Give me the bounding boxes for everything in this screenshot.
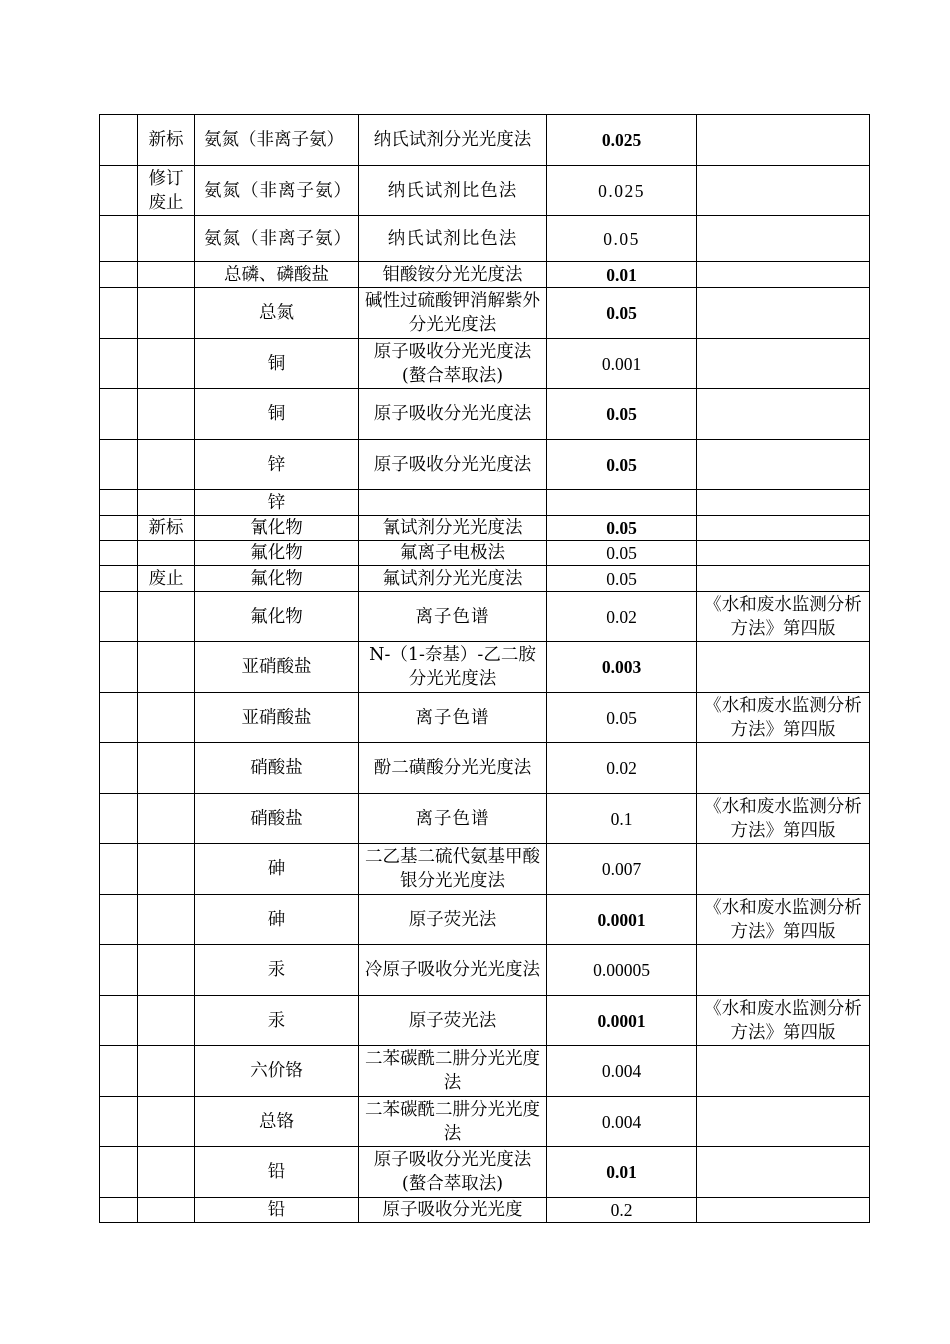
item-cell: 亚硝酸盐 [195,642,359,693]
method-cell: 氟试剂分光光度法 [359,566,547,592]
limit-cell: 0.05 [547,440,697,490]
method-cell: 钼酸铵分光光度法 [359,262,547,288]
remark-cell [697,516,870,541]
method-cell: 氰试剂分光光度法 [359,516,547,541]
index-cell [100,262,138,288]
limit-cell: 0.004 [547,1097,697,1147]
method-cell: 原子吸收分光光度法 [359,389,547,440]
item-cell: 总氮 [195,288,359,339]
item-cell: 铜 [195,339,359,389]
index-cell [100,490,138,516]
remark-cell: 《水和废水监测分析方法》第四版 [697,693,870,743]
remark-cell [697,945,870,996]
remark-cell [697,490,870,516]
table-row [100,440,870,490]
index-cell [100,440,138,490]
table-row [100,339,870,389]
table-row [100,844,870,895]
status-cell [138,216,195,262]
remark-cell [697,1198,870,1223]
item-cell: 氰化物 [195,516,359,541]
status-cell [138,339,195,389]
remark-cell [697,115,870,166]
limit-cell: 0.1 [547,794,697,844]
limit-cell: 0.05 [547,516,697,541]
status-cell [138,1097,195,1147]
standards-table [99,114,870,1223]
item-cell: 铅 [195,1198,359,1223]
item-cell: 砷 [195,844,359,895]
table-row [100,262,870,288]
index-cell [100,166,138,216]
limit-cell: 0.004 [547,1046,697,1097]
method-cell: 原子吸收分光光度 [359,1198,547,1223]
item-cell: 硝酸盐 [195,743,359,794]
remark-cell [697,844,870,895]
index-cell [100,844,138,895]
limit-cell: 0.025 [547,115,697,166]
item-cell: 六价铬 [195,1046,359,1097]
table-row [100,1097,870,1147]
index-cell [100,1198,138,1223]
item-cell: 氟化物 [195,592,359,642]
remark-cell [697,566,870,592]
status-cell [138,288,195,339]
status-cell [138,592,195,642]
item-cell: 氨氮（非离子氨） [195,216,359,262]
method-cell [359,490,547,516]
table-row [100,541,870,566]
remark-cell: 《水和废水监测分析方法》第四版 [697,996,870,1046]
status-cell: 新标 [138,516,195,541]
item-cell: 砷 [195,895,359,945]
status-cell [138,262,195,288]
method-cell: 原子吸收分光光度法(螯合萃取法) [359,339,547,389]
status-cell: 修订废止 [138,166,195,216]
remark-cell: 《水和废水监测分析方法》第四版 [697,592,870,642]
remark-cell [697,216,870,262]
status-cell [138,440,195,490]
table-row [100,895,870,945]
table-row [100,1046,870,1097]
method-cell: 原子吸收分光光度法 [359,440,547,490]
limit-cell: 0.05 [547,216,697,262]
index-cell [100,743,138,794]
remark-cell [697,1046,870,1097]
table-row [100,166,870,216]
limit-cell: 0.01 [547,262,697,288]
index-cell [100,642,138,693]
limit-cell: 0.05 [547,288,697,339]
status-cell [138,642,195,693]
index-cell [100,895,138,945]
item-cell: 锌 [195,490,359,516]
remark-cell: 《水和废水监测分析方法》第四版 [697,895,870,945]
item-cell: 氟化物 [195,541,359,566]
remark-cell [697,1147,870,1198]
table-row [100,1147,870,1198]
method-cell: 二苯碳酰二肼分光光度法 [359,1046,547,1097]
item-cell: 总铬 [195,1097,359,1147]
index-cell [100,1147,138,1198]
table-row [100,566,870,592]
index-cell [100,216,138,262]
method-cell: 纳氏试剂比色法 [359,166,547,216]
limit-cell: 0.0001 [547,895,697,945]
method-cell: 离子色谱 [359,693,547,743]
status-cell [138,1198,195,1223]
limit-cell: 0.001 [547,339,697,389]
method-cell: 原子荧光法 [359,996,547,1046]
index-cell [100,592,138,642]
item-cell: 铜 [195,389,359,440]
method-cell: 纳氏试剂分光光度法 [359,115,547,166]
item-cell: 汞 [195,996,359,1046]
remark-cell: 《水和废水监测分析方法》第四版 [697,794,870,844]
status-cell [138,490,195,516]
table-row [100,794,870,844]
method-cell: 冷原子吸收分光光度法 [359,945,547,996]
method-cell: 二苯碳酰二肼分光光度法 [359,1097,547,1147]
index-cell [100,945,138,996]
index-cell [100,1097,138,1147]
status-cell [138,895,195,945]
table-row [100,996,870,1046]
remark-cell [697,339,870,389]
remark-cell [697,389,870,440]
limit-cell: 0.02 [547,743,697,794]
item-cell: 氨氮（非离子氨） [195,166,359,216]
status-cell [138,693,195,743]
table-row [100,115,870,166]
index-cell [100,794,138,844]
remark-cell [697,642,870,693]
item-cell: 氨氮（非离子氨） [195,115,359,166]
remark-cell [697,440,870,490]
limit-cell: 0.003 [547,642,697,693]
table-row [100,1198,870,1223]
table-row [100,693,870,743]
table-row [100,516,870,541]
method-cell: 离子色谱 [359,794,547,844]
status-cell [138,1046,195,1097]
item-cell: 氟化物 [195,566,359,592]
status-cell [138,794,195,844]
item-cell: 总磷、磷酸盐 [195,262,359,288]
table-row [100,743,870,794]
limit-cell: 0.00005 [547,945,697,996]
index-cell [100,288,138,339]
limit-cell: 0.05 [547,541,697,566]
item-cell: 锌 [195,440,359,490]
method-cell: 氟离子电极法 [359,541,547,566]
status-cell [138,844,195,895]
remark-cell [697,262,870,288]
method-cell: N-（1-奈基）-乙二胺分光光度法 [359,642,547,693]
limit-cell: 0.05 [547,389,697,440]
limit-cell: 0.2 [547,1198,697,1223]
remark-cell [697,166,870,216]
table-row [100,592,870,642]
index-cell [100,566,138,592]
index-cell [100,693,138,743]
item-cell: 硝酸盐 [195,794,359,844]
method-cell: 原子吸收分光光度法(螯合萃取法) [359,1147,547,1198]
table-row [100,490,870,516]
table-row [100,642,870,693]
method-cell: 纳氏试剂比色法 [359,216,547,262]
index-cell [100,389,138,440]
limit-cell: 0.0001 [547,996,697,1046]
limit-cell: 0.025 [547,166,697,216]
limit-cell: 0.05 [547,566,697,592]
item-cell: 亚硝酸盐 [195,693,359,743]
status-cell [138,1147,195,1198]
limit-cell [547,490,697,516]
status-cell [138,996,195,1046]
status-cell [138,541,195,566]
remark-cell [697,288,870,339]
status-cell: 新标 [138,115,195,166]
index-cell [100,516,138,541]
method-cell: 二乙基二硫代氨基甲酸银分光光度法 [359,844,547,895]
method-cell: 酚二磺酸分光光度法 [359,743,547,794]
item-cell: 铅 [195,1147,359,1198]
method-cell: 碱性过硫酸钾消解紫外分光光度法 [359,288,547,339]
index-cell [100,996,138,1046]
limit-cell: 0.007 [547,844,697,895]
remark-cell [697,541,870,566]
table-row [100,216,870,262]
index-cell [100,115,138,166]
index-cell [100,541,138,566]
status-cell: 废止 [138,566,195,592]
table-row [100,389,870,440]
method-cell: 原子荧光法 [359,895,547,945]
remark-cell [697,743,870,794]
item-cell: 汞 [195,945,359,996]
status-cell [138,743,195,794]
status-cell [138,389,195,440]
index-cell [100,1046,138,1097]
status-cell [138,945,195,996]
limit-cell: 0.01 [547,1147,697,1198]
method-cell: 离子色谱 [359,592,547,642]
remark-cell [697,1097,870,1147]
table-row [100,288,870,339]
limit-cell: 0.02 [547,592,697,642]
limit-cell: 0.05 [547,693,697,743]
table-row [100,945,870,996]
index-cell [100,339,138,389]
